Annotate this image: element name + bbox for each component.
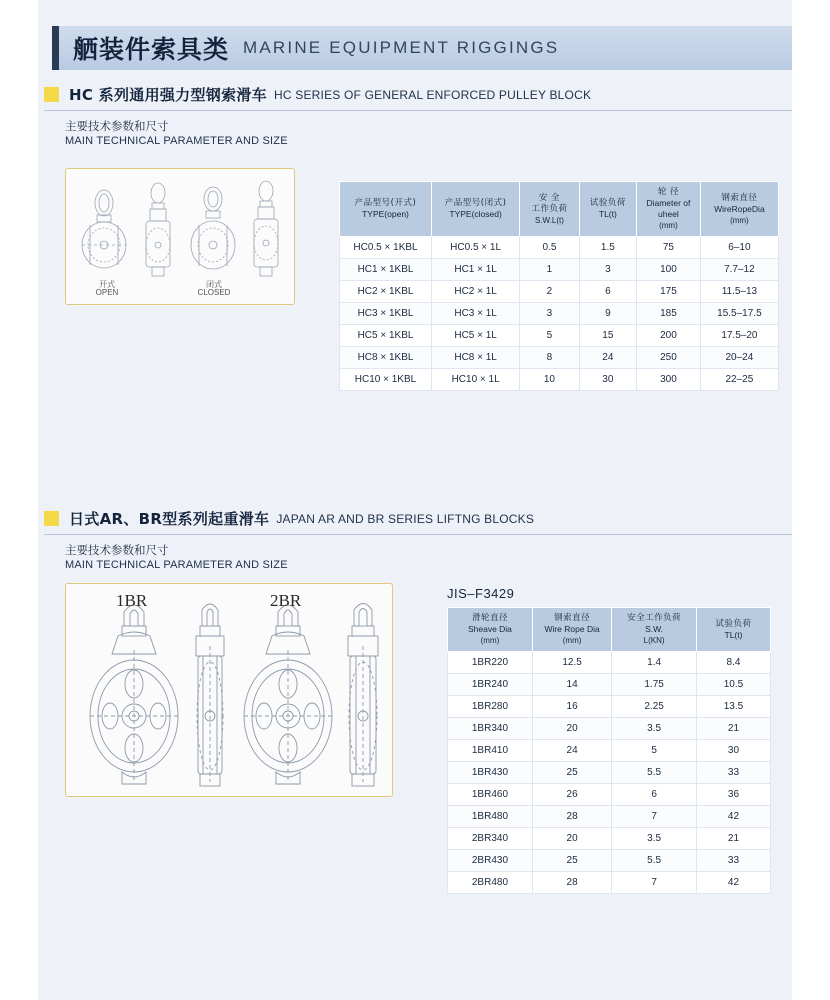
table-row	[448, 696, 771, 718]
arbr-pulley-drawing	[65, 583, 393, 797]
cell: 24	[532, 740, 611, 762]
cell: 25	[532, 850, 611, 872]
cell: 20	[532, 828, 611, 850]
square-bullet-icon	[44, 511, 59, 526]
cell: HC5 × 1L	[432, 325, 520, 347]
hc-col-swl: 安 全 工作负荷 S.W.L(t)	[520, 182, 579, 237]
cell: 42	[696, 872, 770, 894]
section-divider-hc	[44, 110, 792, 111]
cell: 175	[637, 281, 701, 303]
cell: 2	[520, 281, 579, 303]
cell: 1BR480	[448, 806, 533, 828]
cell: 13.5	[696, 696, 770, 718]
section-divider-arbr	[44, 534, 792, 535]
cell: 100	[637, 259, 701, 281]
arbr-table-header-row	[448, 608, 771, 652]
cell: 1.75	[612, 674, 697, 696]
cell: 36	[696, 784, 770, 806]
cell: 22–25	[700, 369, 778, 391]
table-row	[448, 850, 771, 872]
arbr-col-sheave-dia: 滑轮直径 Sheave Dia (mm)	[448, 608, 533, 652]
jis-standard-label: JIS–F3429	[447, 586, 515, 601]
table-row	[448, 784, 771, 806]
cell: 17.5–20	[700, 325, 778, 347]
arbr-col-swl: 安全工作负荷 S.W. L(KN)	[612, 608, 697, 652]
caption-hc-cn: 主要技术参数和尺寸	[65, 119, 169, 133]
cell: 1BR410	[448, 740, 533, 762]
section-title-arbr-en: JAPAN AR AND BR SERIES LIFTNG BLOCKS	[276, 511, 535, 526]
hc-label-open-cn: 开式	[99, 280, 115, 289]
table-row	[448, 652, 771, 674]
section-title-hc	[44, 84, 591, 105]
cell: 42	[696, 806, 770, 828]
cell: 5.5	[612, 850, 697, 872]
cell: 21	[696, 828, 770, 850]
cell: 3	[579, 259, 636, 281]
hc-col-diameter: 轮 径 Diameter of uheel (mm)	[637, 182, 701, 237]
cell: 33	[696, 850, 770, 872]
page-title-cn: 舾装件索具类	[73, 35, 230, 64]
cell: 20	[532, 718, 611, 740]
hc-col-type-closed: 产品型号(闭式) TYPE(closed)	[432, 182, 520, 237]
cell: 1BR430	[448, 762, 533, 784]
arbr-label-1br: 1BR	[116, 591, 148, 610]
cell: HC0.5 × 1L	[432, 237, 520, 259]
cell: 300	[637, 369, 701, 391]
cell: 1BR240	[448, 674, 533, 696]
caption-arbr-cn: 主要技术参数和尺寸	[65, 543, 169, 557]
cell: 1BR340	[448, 718, 533, 740]
cell: 200	[637, 325, 701, 347]
table-row	[340, 347, 779, 369]
arbr-spec-table	[447, 607, 771, 894]
table-row	[448, 740, 771, 762]
table-row	[448, 674, 771, 696]
cell: 8	[520, 347, 579, 369]
hc-pulley-drawing	[65, 168, 295, 305]
cell: HC0.5 × 1KBL	[340, 237, 432, 259]
cell: 2BR340	[448, 828, 533, 850]
hc-table-header-row	[340, 182, 779, 237]
cell: 250	[637, 347, 701, 369]
cell: 7	[612, 806, 697, 828]
hc-spec-table	[339, 181, 779, 391]
cell: 30	[696, 740, 770, 762]
cell: HC2 × 1L	[432, 281, 520, 303]
cell: HC10 × 1L	[432, 369, 520, 391]
cell: 75	[637, 237, 701, 259]
cell: HC3 × 1L	[432, 303, 520, 325]
cell: HC8 × 1L	[432, 347, 520, 369]
page-left-margin	[0, 0, 38, 1000]
cell: 16	[532, 696, 611, 718]
cell: 3.5	[612, 718, 697, 740]
section-title-arbr	[44, 508, 534, 529]
hc-col-tl: 试验负荷 TL(t)	[579, 182, 636, 237]
cell: 28	[532, 872, 611, 894]
square-bullet-icon	[44, 87, 59, 102]
cell: 10	[520, 369, 579, 391]
cell: 5	[612, 740, 697, 762]
caption-arbr-en: MAIN TECHNICAL PARAMETER AND SIZE	[65, 559, 288, 571]
cell: 20–24	[700, 347, 778, 369]
arbr-label-2br: 2BR	[270, 591, 302, 610]
table-row	[448, 828, 771, 850]
page-title-en: MARINE EQUIPMENT RIGGINGS	[243, 38, 560, 57]
cell: 10.5	[696, 674, 770, 696]
table-row	[448, 762, 771, 784]
cell: 11.5–13	[700, 281, 778, 303]
hc-label-open-en: OPEN	[95, 288, 119, 297]
hc-table-body	[340, 237, 779, 391]
section-title-hc-en: HC SERIES OF GENERAL ENFORCED PULLEY BLOCK	[274, 87, 592, 102]
table-row	[340, 281, 779, 303]
cell: HC1 × 1KBL	[340, 259, 432, 281]
cell: HC1 × 1L	[432, 259, 520, 281]
cell: 8.4	[696, 652, 770, 674]
table-row	[340, 259, 779, 281]
cell: 14	[532, 674, 611, 696]
caption-hc	[65, 119, 288, 149]
hc-col-wire-rope-dia: 钢索直径 WireRopeDia (mm)	[700, 182, 778, 237]
cell: 28	[532, 806, 611, 828]
cell: HC10 × 1KBL	[340, 369, 432, 391]
cell: 1BR220	[448, 652, 533, 674]
table-row	[340, 303, 779, 325]
cell: 25	[532, 762, 611, 784]
hc-label-closed-cn: 闭式	[206, 280, 222, 289]
arbr-pulley-drawing-svg	[66, 584, 392, 796]
cell: 30	[579, 369, 636, 391]
cell: 15.5–17.5	[700, 303, 778, 325]
cell: 0.5	[520, 237, 579, 259]
caption-hc-en: MAIN TECHNICAL PARAMETER AND SIZE	[65, 135, 288, 147]
cell: 7.7–12	[700, 259, 778, 281]
page-header-band	[52, 26, 792, 70]
cell: 12.5	[532, 652, 611, 674]
cell: 6	[612, 784, 697, 806]
cell: 5.5	[612, 762, 697, 784]
cell: 6–10	[700, 237, 778, 259]
cell: 3.5	[612, 828, 697, 850]
cell: HC2 × 1KBL	[340, 281, 432, 303]
arbr-col-wire-rope-dia: 钢索直径 Wire Rope Dia (mm)	[532, 608, 611, 652]
table-row	[340, 237, 779, 259]
table-row	[448, 872, 771, 894]
cell: 1BR280	[448, 696, 533, 718]
cell: 2.25	[612, 696, 697, 718]
cell: 2BR430	[448, 850, 533, 872]
cell: 1.4	[612, 652, 697, 674]
cell: HC3 × 1KBL	[340, 303, 432, 325]
cell: 21	[696, 718, 770, 740]
arbr-col-tl: 试验负荷 TL(t)	[696, 608, 770, 652]
hc-label-closed-en: CLOSED	[197, 288, 231, 297]
section-title-hc-cn: HC 系列通用强力型钢索滑车	[69, 86, 267, 104]
cell: 26	[532, 784, 611, 806]
caption-arbr	[65, 543, 288, 573]
section-title-arbr-cn: 日式AR、BR型系列起重滑车	[69, 510, 270, 528]
arbr-table-body	[448, 652, 771, 894]
cell: 9	[579, 303, 636, 325]
cell: 2BR480	[448, 872, 533, 894]
cell: 7	[612, 872, 697, 894]
cell: HC5 × 1KBL	[340, 325, 432, 347]
table-row	[340, 325, 779, 347]
hc-col-type-open: 产品型号(开式) TYPE(open)	[340, 182, 432, 237]
cell: 15	[579, 325, 636, 347]
table-row	[448, 806, 771, 828]
cell: 3	[520, 303, 579, 325]
cell: 1	[520, 259, 579, 281]
cell: 5	[520, 325, 579, 347]
cell: 1.5	[579, 237, 636, 259]
table-row	[448, 718, 771, 740]
cell: HC8 × 1KBL	[340, 347, 432, 369]
table-row	[340, 369, 779, 391]
cell: 6	[579, 281, 636, 303]
page-right-margin	[792, 0, 830, 1000]
cell: 1BR460	[448, 784, 533, 806]
cell: 33	[696, 762, 770, 784]
cell: 185	[637, 303, 701, 325]
cell: 24	[579, 347, 636, 369]
